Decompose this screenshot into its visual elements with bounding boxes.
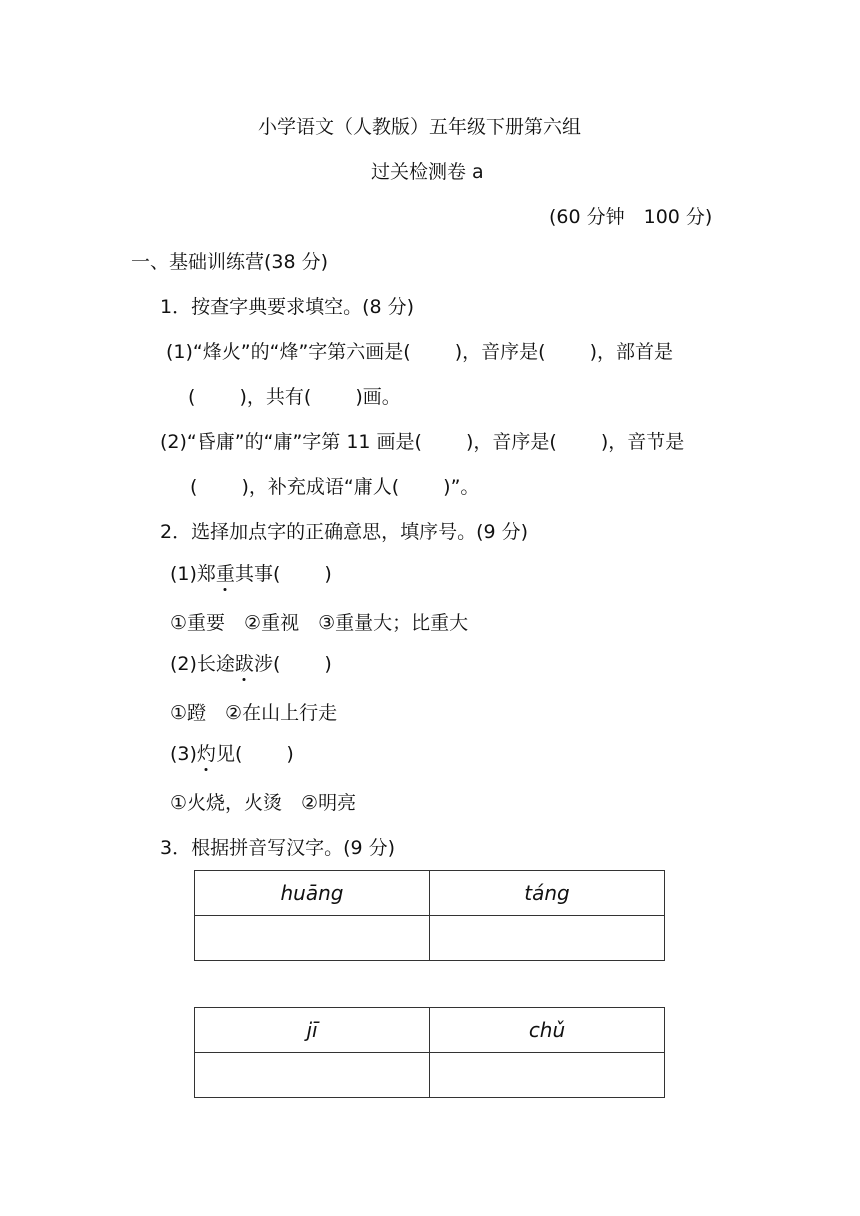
- pinyin-cell: táng: [430, 871, 665, 916]
- item-text-post: 涉( ): [253, 653, 332, 675]
- item-text-pre: (2)长途: [170, 653, 235, 675]
- question-1-part-1-line-1: (1)“烽火”的“烽”字第六画是( )，音序是( )，部首是: [166, 341, 674, 363]
- dotted-character: 跋: [234, 653, 254, 675]
- pinyin-table-2: [194, 1007, 665, 1098]
- question-2-item-2: [170, 655, 332, 674]
- question-2-item-3-options: ①火烧，火烫 ②明亮: [170, 792, 357, 814]
- dotted-character: 灼: [196, 743, 216, 765]
- item-text-post: 见( ): [215, 743, 294, 765]
- question-2-item-3: [170, 745, 294, 764]
- item-text-post: 其事( ): [234, 563, 332, 585]
- answer-cell[interactable]: [430, 916, 665, 961]
- question-2-heading: 2．选择加点字的正确意思，填序号。(9 分): [160, 521, 529, 543]
- answer-cell[interactable]: [195, 916, 430, 961]
- pinyin-cell: huāng: [195, 871, 430, 916]
- pinyin-table-1: [194, 870, 665, 961]
- page-title: 小学语文（人教版）五年级下册第六组: [258, 116, 582, 138]
- question-2-item-2-options: ①蹬 ②在山上行走: [170, 702, 338, 724]
- question-2-item-1: [170, 565, 332, 584]
- pinyin-cell: jī: [195, 1008, 430, 1053]
- answer-cell[interactable]: [195, 1053, 430, 1098]
- item-text-pre: (3): [170, 743, 197, 765]
- question-3-heading: 3．根据拼音写汉字。(9 分): [160, 837, 396, 859]
- item-text-pre: (1)郑: [170, 563, 216, 585]
- page-subtitle: 过关检测卷 a: [371, 161, 484, 183]
- question-1-part-2-line-2: ( )，补充成语“庸人( )”。: [190, 476, 480, 498]
- question-1-heading: 1．按查字典要求填空。(8 分): [160, 296, 415, 318]
- answer-cell[interactable]: [430, 1053, 665, 1098]
- dotted-character: 重: [215, 563, 235, 585]
- pinyin-cell: chǔ: [430, 1008, 665, 1053]
- question-2-item-1-options: ①重要 ②重视 ③重量大；比重大: [170, 612, 469, 634]
- section-heading: 一、基础训练营(38 分): [131, 251, 329, 273]
- time-score-note: (60 分钟 100 分): [549, 206, 713, 228]
- question-1-part-1-line-2: ( )，共有( )画。: [188, 386, 401, 408]
- question-1-part-2-line-1: (2)“昏庸”的“庸”字第 11 画是( )，音序是( )，音节是: [160, 431, 685, 453]
